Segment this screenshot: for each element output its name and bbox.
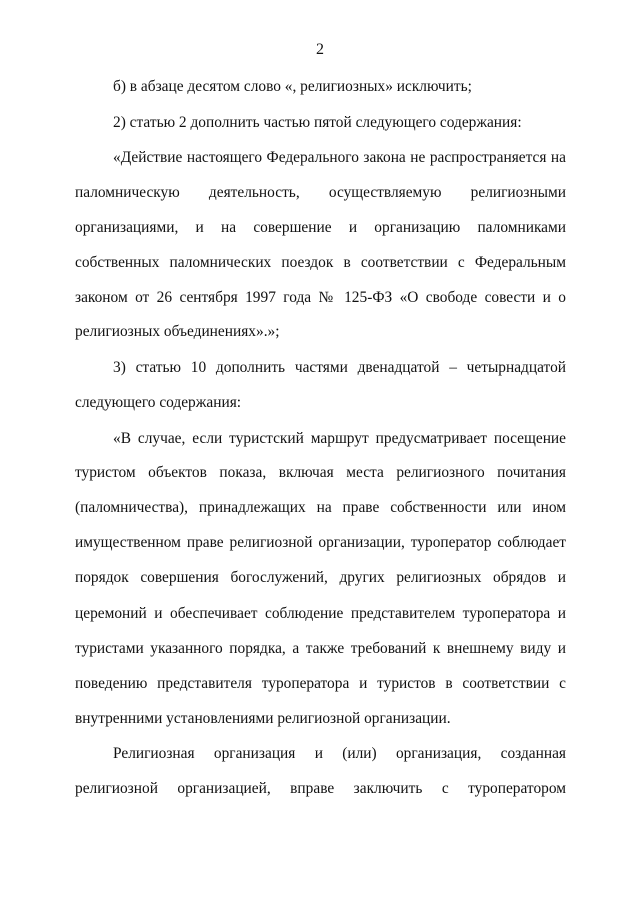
text-line: законом от 26 сентября 1997 года № 125-ФЗ «О свободе совести и о bbox=[75, 289, 566, 306]
text-line: туристами указанного порядка, а также требований к внешнему виду и bbox=[75, 640, 566, 657]
text-line: имущественном праве религиозной организации, туроператор соблюдает bbox=[75, 534, 566, 551]
text-line: Религиозная организация и (или) организация, созданная bbox=[113, 745, 566, 762]
text-line: организациями, и на совершение и организацию паломниками bbox=[75, 219, 566, 236]
text-line: туристом объектов показа, включая места религиозного почитания bbox=[75, 464, 566, 481]
page-number: 2 bbox=[316, 41, 324, 58]
text-line: (паломничества), принадлежащих на праве собственности или ином bbox=[75, 499, 566, 516]
text-line: церемоний и обеспечивает соблюдение представителем туроператора и bbox=[75, 605, 566, 622]
text-line: паломническую деятельность, осуществляемую религиозными bbox=[75, 184, 566, 201]
text-line: внутренними установлениями религиозной организации. bbox=[75, 710, 451, 727]
text-line: 2) статью 2 дополнить частью пятой следующего содержания: bbox=[113, 114, 522, 131]
text-line: религиозной организацией, вправе заключить с туроператором bbox=[75, 780, 566, 797]
text-line: религиозных объединениях».»; bbox=[75, 323, 280, 340]
text-line: следующего содержания: bbox=[75, 394, 242, 411]
text-line: б) в абзаце десятом слово «, религиозных» исключить; bbox=[113, 78, 472, 95]
text-line: порядок совершения богослужений, других религиозных обрядов и bbox=[75, 569, 566, 586]
text-line: «В случае, если туристский маршрут предусматривает посещение bbox=[113, 430, 566, 447]
text-line: поведению представителя туроператора и туристов в соответствии с bbox=[75, 675, 566, 692]
text-line: 3) статью 10 дополнить частями двенадцатой – четырнадцатой bbox=[113, 359, 566, 376]
text-line: собственных паломнических поездок в соответствии с Федеральным bbox=[75, 254, 566, 271]
text-line: «Действие настоящего Федерального закона не распространяется на bbox=[113, 149, 566, 166]
